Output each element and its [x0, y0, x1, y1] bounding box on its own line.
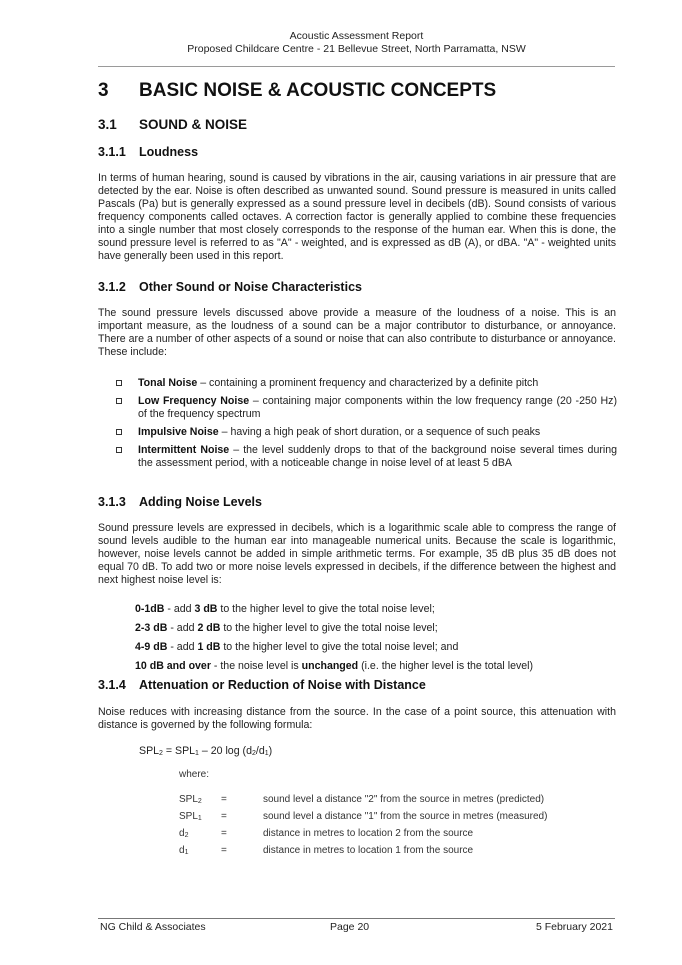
- checkbox-bullet-icon: [116, 429, 122, 435]
- rule-range: 10 dB and over: [135, 660, 211, 672]
- attenuation-formula: [139, 745, 272, 757]
- adding-levels-paragraph: Sound pressure levels are expressed in decibels, which is a logarithmic scale able to compress the range of sound levels audible to the human ear into manageable numerical units. Because the scale is logarithmic, however, noise levels cannot be added in simple arithmetic terms. For example, 35 dB plus 35 dB does not equal 70 dB. To add two or more noise levels expressed in decibels, if the difference between the highest and next highest noise level is:: [98, 522, 616, 586]
- subsection-heading: [98, 117, 247, 132]
- heading-title: Loudness: [139, 145, 199, 159]
- symbol-sub: 2: [197, 798, 202, 805]
- definition-text: distance in metres to location 1 from the source: [263, 845, 474, 856]
- symbol-sub: 2: [184, 832, 189, 839]
- page-header: [98, 30, 615, 56]
- formula-definitions: [179, 792, 547, 860]
- rule-value: 2 dB: [197, 622, 221, 634]
- heading-3-1-3: [98, 495, 262, 509]
- definition-row: [179, 826, 547, 843]
- checkbox-bullet-icon: [116, 398, 122, 404]
- definition-text: distance in metres to location 2 from the source: [263, 828, 474, 839]
- page-footer: [100, 921, 613, 933]
- rule-row: [135, 603, 615, 616]
- symbol-text: SPL: [179, 794, 198, 805]
- subsection-title: SOUND & NOISE: [139, 117, 248, 132]
- definition-row: [179, 809, 547, 826]
- bullet-text: – containing major components within the low frequency range (20 -250 Hz) of the frequency spectrum: [138, 395, 617, 420]
- footer-company: NG Child & Associates: [100, 921, 206, 933]
- equals-sign: =: [221, 845, 227, 856]
- subsection-number: 3.1: [98, 117, 117, 132]
- formula-part: /d: [255, 745, 265, 757]
- rule-text: (i.e. the higher level is the total level): [358, 660, 534, 672]
- rule-range: 0-1dB: [135, 603, 165, 615]
- heading-number: 3.1.2: [98, 280, 126, 294]
- bullet-term: Tonal Noise: [138, 377, 198, 389]
- formula-part: SPL: [139, 745, 160, 757]
- section-title: BASIC NOISE & ACOUSTIC CONCEPTS: [139, 80, 497, 101]
- equals-sign: =: [221, 794, 227, 805]
- bullet-term: Intermittent Noise: [138, 444, 230, 456]
- bullet-text: – the level suddenly drops to that of the background noise several times during the assessment period, with a noticeable change in noise level of at least 5 dBA: [138, 444, 618, 469]
- header-project-title: Proposed Childcare Centre - 21 Bellevue Street, North Parramatta, NSW: [187, 43, 526, 55]
- heading-3-1-1: [98, 145, 198, 159]
- heading-number: 3.1.3: [98, 495, 126, 509]
- formula-part: = SPL: [162, 745, 196, 757]
- definition-text: sound level a distance "2" from the source in metres (predicted): [263, 794, 545, 805]
- rule-range: 2-3 dB: [135, 622, 168, 634]
- header-divider: [98, 66, 615, 67]
- equals-sign: =: [221, 811, 227, 822]
- rule-range: 4-9 dB: [135, 641, 168, 653]
- rule-row: [135, 622, 615, 635]
- checkbox-bullet-icon: [116, 447, 122, 453]
- section-number: 3: [98, 80, 109, 101]
- rule-text: - add: [167, 622, 198, 634]
- formula-sub: 1: [195, 750, 199, 757]
- footer-date: 5 February 2021: [535, 921, 613, 933]
- formula-sub: 2: [251, 750, 256, 757]
- heading-title: Adding Noise Levels: [139, 495, 262, 509]
- rule-text: to the higher level to give the total noise level; and: [220, 641, 459, 653]
- formula-sub: 1: [264, 750, 269, 757]
- loudness-paragraph: In terms of human hearing, sound is caused by vibrations in the air, causing variations in air pressure that are detected by the ear. Noise is often described as unwanted sound. Sound pressure is measured in units called Pascals (Pa) but is generally expressed as a sound pressure level in decibels (dB). Sound consists of various frequency components called octaves. A correction factor is generally applied to combine these frequencies into a single number that most closely corresponds to the response of the human ear. When this is done, the sound pressure level is referred to as "A" - weighted, and is expressed as dB (A), or dBA. "A" - weighted units have generally been used in this report.: [98, 172, 616, 262]
- formula-sub: 2: [159, 750, 163, 757]
- definition-row: [179, 843, 547, 860]
- formula-part: – 20 log (d: [198, 745, 252, 757]
- adding-rules-list: [135, 603, 615, 679]
- rule-text: - add: [164, 603, 195, 615]
- heading-title: Other Sound or Noise Characteristics: [139, 280, 362, 294]
- rule-text: to the higher level to give the total noise level;: [217, 603, 435, 615]
- header-report-title: Acoustic Assessment Report: [289, 30, 424, 42]
- checkbox-bullet-icon: [116, 380, 122, 386]
- heading-3-1-2: [98, 280, 362, 294]
- definition-row: [179, 792, 547, 809]
- rule-text: - the noise level is: [210, 660, 302, 672]
- formula-part: ): [268, 745, 273, 757]
- symbol-sub: 1: [197, 815, 202, 822]
- heading-title: Attenuation or Reduction of Noise with Distance: [139, 678, 426, 692]
- bullet-term: Low Frequency Noise: [138, 395, 250, 407]
- definition-symbol: [179, 826, 221, 843]
- definition-symbol: [179, 809, 221, 826]
- bullet-text: – containing a prominent frequency and characterized by a definite pitch: [197, 377, 539, 389]
- noise-characteristics-list: [115, 377, 617, 475]
- bullet-term: Impulsive Noise: [138, 426, 219, 438]
- rule-row: [135, 660, 615, 673]
- symbol-text: d: [179, 828, 185, 839]
- equals-sign: =: [221, 828, 227, 839]
- list-item: [115, 377, 617, 390]
- bullet-text: – having a high peak of short duration, or a sequence of such peaks: [218, 426, 541, 438]
- footer-divider: [98, 918, 615, 919]
- rule-value: 1 dB: [197, 641, 221, 653]
- list-item: [115, 444, 617, 470]
- rule-value: 3 dB: [194, 603, 218, 615]
- section-heading: [98, 80, 496, 102]
- definition-text: sound level a distance "1" from the source in metres (measured): [263, 811, 548, 822]
- rule-value: unchanged: [301, 660, 359, 672]
- characteristics-paragraph: The sound pressure levels discussed above provide a measure of the loudness of a noise. This is an important measure, as the loudness of a sound can be a major contributor to disturbance, or annoyance. There are a number of other aspects of a sound or noise that can also contribute to disturbance or annoyance. These include:: [98, 307, 616, 358]
- symbol-sub: 1: [184, 849, 189, 856]
- rule-text: to the higher level to give the total noise level;: [220, 622, 438, 634]
- heading-number: 3.1.4: [98, 678, 126, 692]
- symbol-text: d: [179, 845, 185, 856]
- rule-row: [135, 641, 615, 654]
- definition-symbol: [179, 792, 221, 809]
- list-item: [115, 426, 617, 439]
- list-item: [115, 395, 617, 421]
- symbol-text: SPL: [179, 811, 198, 822]
- definition-symbol: [179, 843, 221, 860]
- footer-page-number: Page 20: [330, 921, 370, 933]
- attenuation-paragraph: Noise reduces with increasing distance from the source. In the case of a point source, this attenuation with distance is governed by the following formula:: [98, 706, 616, 731]
- heading-3-1-4: [98, 678, 426, 692]
- heading-number: 3.1.1: [98, 145, 126, 159]
- where-label: where:: [179, 769, 210, 780]
- rule-text: - add: [167, 641, 198, 653]
